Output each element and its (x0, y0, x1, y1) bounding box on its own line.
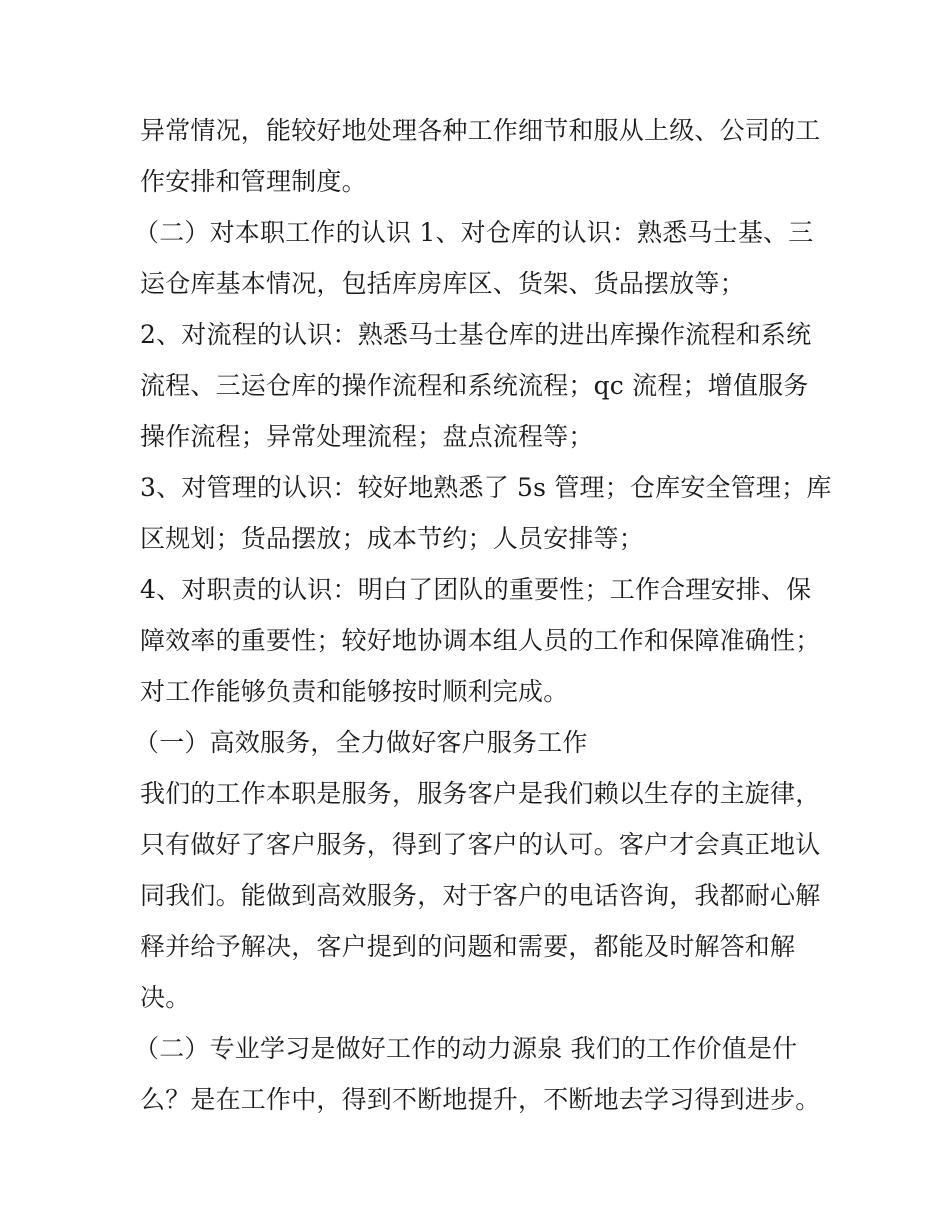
text-line: 4、对职责的认识：明白了团队的重要性；工作合理安排、保 (140, 575, 812, 604)
text-line: 流程、三运仓库的操作流程和系统流程；qc 流程；增值服务 (140, 371, 809, 400)
section-heading-line: （二）专业学习是做好工作的动力源泉 我们的工作价值是什 (134, 1034, 798, 1063)
section-heading-line: （二）对本职工作的认识 1、对仓库的认识：熟悉马士基、三 (134, 218, 814, 247)
text-line: 区规划；货品摆放；成本节约；人员安排等； (140, 524, 645, 553)
text-line: 只有做好了客户服务，得到了客户的认可。客户才会真正地认 (140, 830, 821, 859)
text-line: 运仓库基本情况，包括库房库区、货架、货品摆放等； (140, 269, 745, 298)
section-heading-line: （一）高效服务，全力做好客户服务工作 (134, 728, 588, 757)
document-body (134, 105, 832, 1125)
text-line: 操作流程；异常处理流程；盘点流程等； (140, 422, 594, 451)
text-line: 我们的工作本职是服务，服务客户是我们赖以生存的主旋律， (140, 779, 821, 808)
text-line: 作安排和管理制度。 (140, 167, 367, 196)
text-line: 3、对管理的认识：较好地熟悉了 5s 管理；仓库安全管理；库 (140, 473, 832, 502)
text-line: 2、对流程的认识：熟悉马士基仓库的进出库操作流程和系统 (140, 320, 812, 349)
text-line: 异常情况，能较好地处理各种工作细节和服从上级、公司的工 (140, 116, 821, 145)
text-line: 释并给予解决，客户提到的问题和需要，都能及时解答和解 (140, 932, 796, 961)
text-line: 么？是在工作中，得到不断地提升，不断地去学习得到进步。 (140, 1085, 821, 1114)
text-line: 对工作能够负责和能够按时顺利完成。 (140, 677, 569, 706)
text-line: 障效率的重要性；较好地协调本组人员的工作和保障准确性； (140, 626, 821, 655)
text-line: 同我们。能做到高效服务，对于客户的电话咨询，我都耐心解 (140, 881, 821, 910)
text-line: 决。 (140, 983, 191, 1012)
